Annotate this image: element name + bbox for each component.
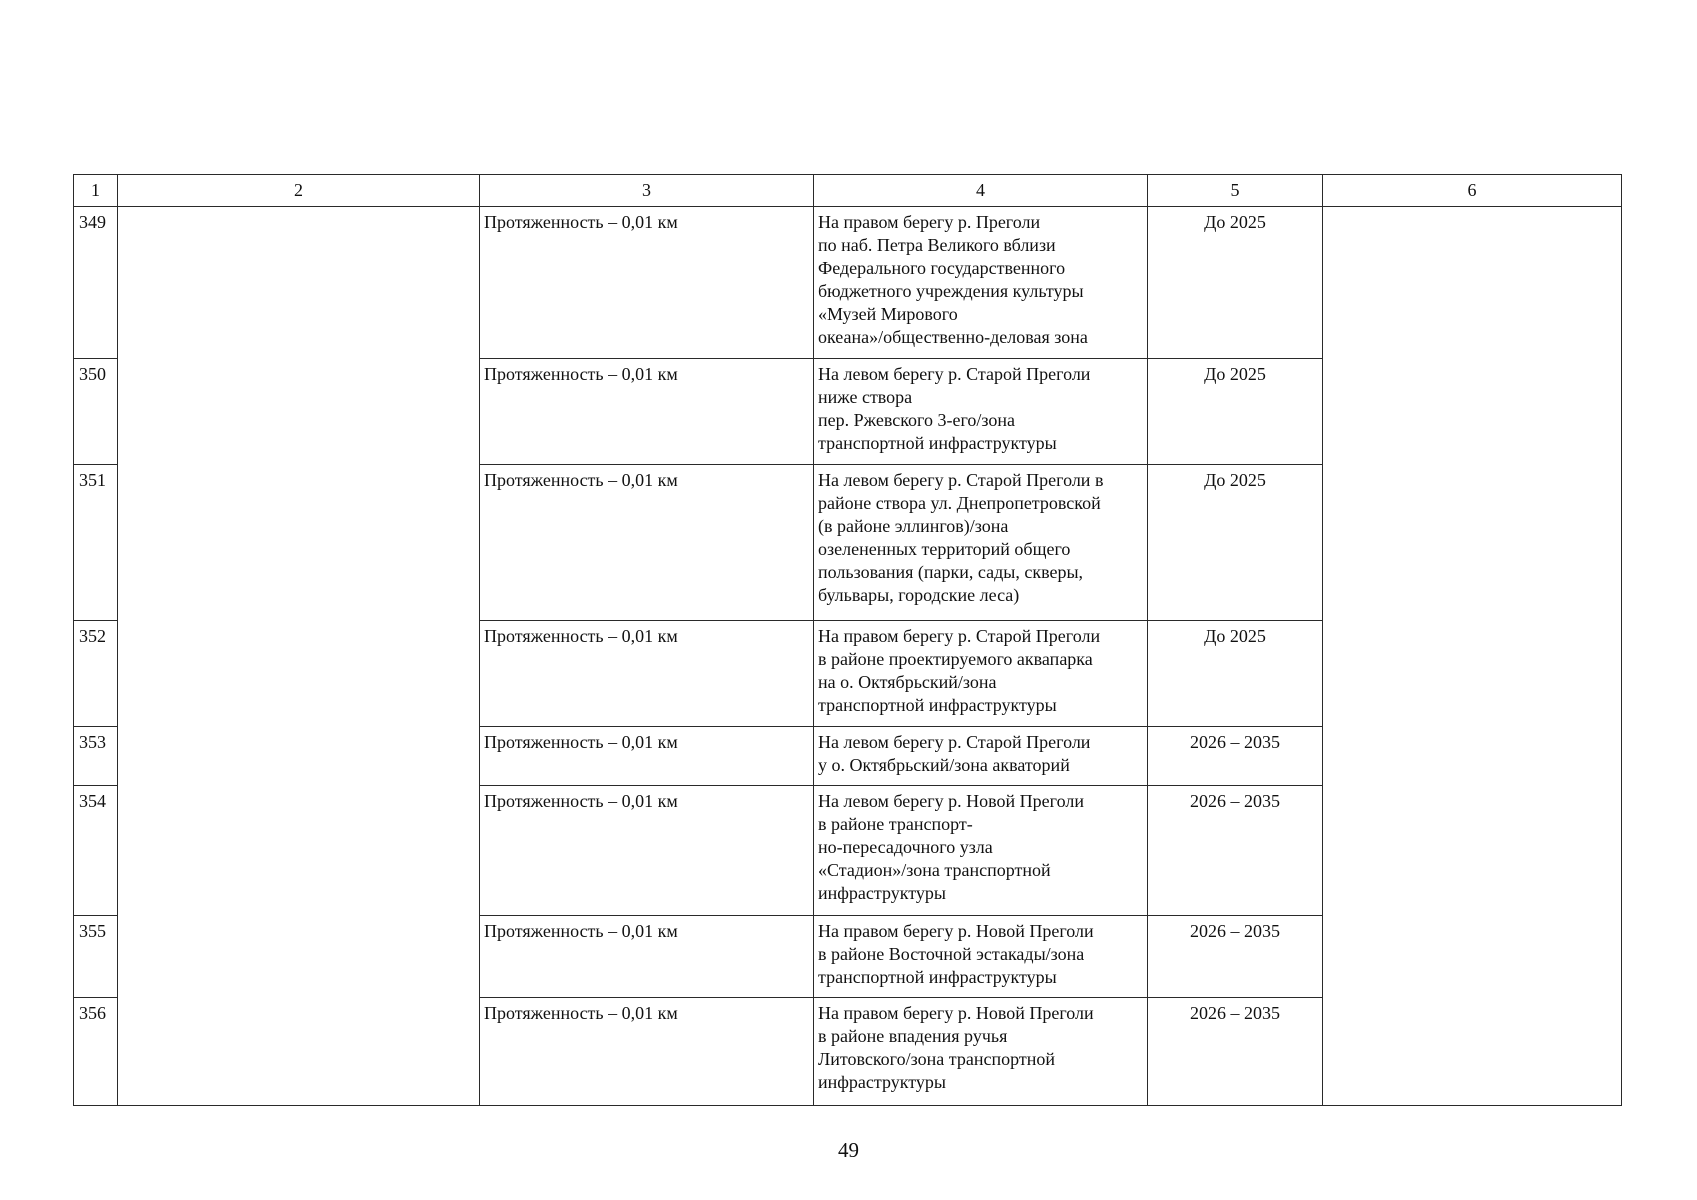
row-number: 351 <box>74 465 118 621</box>
object-name-cell <box>118 207 480 1106</box>
term-cell: 2026 – 2035 <box>1148 727 1323 786</box>
location-line: На левом берегу р. Старой Преголи в <box>818 470 1104 490</box>
row-number: 349 <box>74 207 118 359</box>
location-line: «Музей Мирового <box>818 304 958 324</box>
location-line: транспортной инфраструктуры <box>818 967 1057 987</box>
row-number: 354 <box>74 786 118 916</box>
length-cell: Протяженность – 0,01 км <box>480 465 814 621</box>
location-cell <box>814 916 1148 998</box>
location-line: На правом берегу р. Новой Преголи <box>818 921 1094 941</box>
location-line: На правом берегу р. Старой Преголи <box>818 626 1101 646</box>
location-cell <box>814 998 1148 1106</box>
location-line: На левом берегу р. Новой Преголи <box>818 791 1084 811</box>
row-number: 350 <box>74 359 118 465</box>
location-line: транспортной инфраструктуры <box>818 695 1057 715</box>
term-cell: 2026 – 2035 <box>1148 786 1323 916</box>
location-line: океана»/общественно-деловая зона <box>818 327 1088 347</box>
location-line: Федерального государственного <box>818 258 1066 278</box>
term-cell: До 2025 <box>1148 359 1323 465</box>
term-cell: 2026 – 2035 <box>1148 916 1323 998</box>
location-line: но-пересадочного узла <box>818 837 993 857</box>
location-line: ниже створа <box>818 387 913 407</box>
location-line: в районе транспорт- <box>818 814 973 834</box>
location-cell <box>814 207 1148 359</box>
location-cell <box>814 727 1148 786</box>
row-number: 355 <box>74 916 118 998</box>
location-line: инфраструктуры <box>818 1072 946 1092</box>
term-cell: До 2025 <box>1148 465 1323 621</box>
row-number: 353 <box>74 727 118 786</box>
header-row <box>74 175 1622 207</box>
location-line: в районе проектируемого аквапарка <box>818 649 1093 669</box>
length-cell: Протяженность – 0,01 км <box>480 207 814 359</box>
location-line: пер. Ржевского 3-его/зона <box>818 410 1016 430</box>
location-line: На правом берегу р. Новой Преголи <box>818 1003 1094 1023</box>
length-cell: Протяженность – 0,01 км <box>480 359 814 465</box>
location-cell <box>814 465 1148 621</box>
location-cell <box>814 359 1148 465</box>
column-header-1: 1 <box>74 175 118 207</box>
length-cell: Протяженность – 0,01 км <box>480 998 814 1106</box>
location-line: районе створа ул. Днепропетровской <box>818 493 1101 513</box>
page-number: 49 <box>838 1138 859 1162</box>
location-line: бюджетного учреждения культуры <box>818 281 1084 301</box>
location-line: Литовского/зона транспортной <box>818 1049 1055 1069</box>
location-line: в районе впадения ручья <box>818 1026 1008 1046</box>
data-table <box>73 174 1622 1106</box>
row-number: 356 <box>74 998 118 1106</box>
location-line: На правом берегу р. Преголи <box>818 212 1041 232</box>
location-line: инфраструктуры <box>818 883 946 903</box>
location-cell <box>814 786 1148 916</box>
column-header-3: 3 <box>480 175 814 207</box>
notes-cell <box>1323 207 1622 1106</box>
location-line: в районе Восточной эстакады/зона <box>818 944 1085 964</box>
location-cell <box>814 621 1148 727</box>
length-cell: Протяженность – 0,01 км <box>480 621 814 727</box>
location-line: «Стадион»/зона транспортной <box>818 860 1051 880</box>
location-line: На левом берегу р. Старой Преголи <box>818 732 1091 752</box>
column-header-5: 5 <box>1148 175 1323 207</box>
column-header-4: 4 <box>814 175 1148 207</box>
length-cell: Протяженность – 0,01 км <box>480 786 814 916</box>
location-line: озелененных территорий общего <box>818 539 1071 559</box>
term-cell: До 2025 <box>1148 621 1323 727</box>
location-line: у о. Октябрьский/зона акваторий <box>818 755 1070 775</box>
length-cell: Протяженность – 0,01 км <box>480 916 814 998</box>
location-line: по наб. Петра Великого вблизи <box>818 235 1056 255</box>
table-row <box>74 207 1622 359</box>
location-line: на о. Октябрьский/зона <box>818 672 997 692</box>
length-cell: Протяженность – 0,01 км <box>480 727 814 786</box>
term-cell: 2026 – 2035 <box>1148 998 1323 1106</box>
column-header-6: 6 <box>1323 175 1622 207</box>
location-line: (в районе эллингов)/зона <box>818 516 1009 536</box>
location-line: транспортной инфраструктуры <box>818 433 1057 453</box>
column-header-2: 2 <box>118 175 480 207</box>
location-line: бульвары, городские леса) <box>818 585 1020 605</box>
row-number: 352 <box>74 621 118 727</box>
location-line: На левом берегу р. Старой Преголи <box>818 364 1091 384</box>
location-line: пользования (парки, сады, скверы, <box>818 562 1084 582</box>
term-cell: До 2025 <box>1148 207 1323 359</box>
